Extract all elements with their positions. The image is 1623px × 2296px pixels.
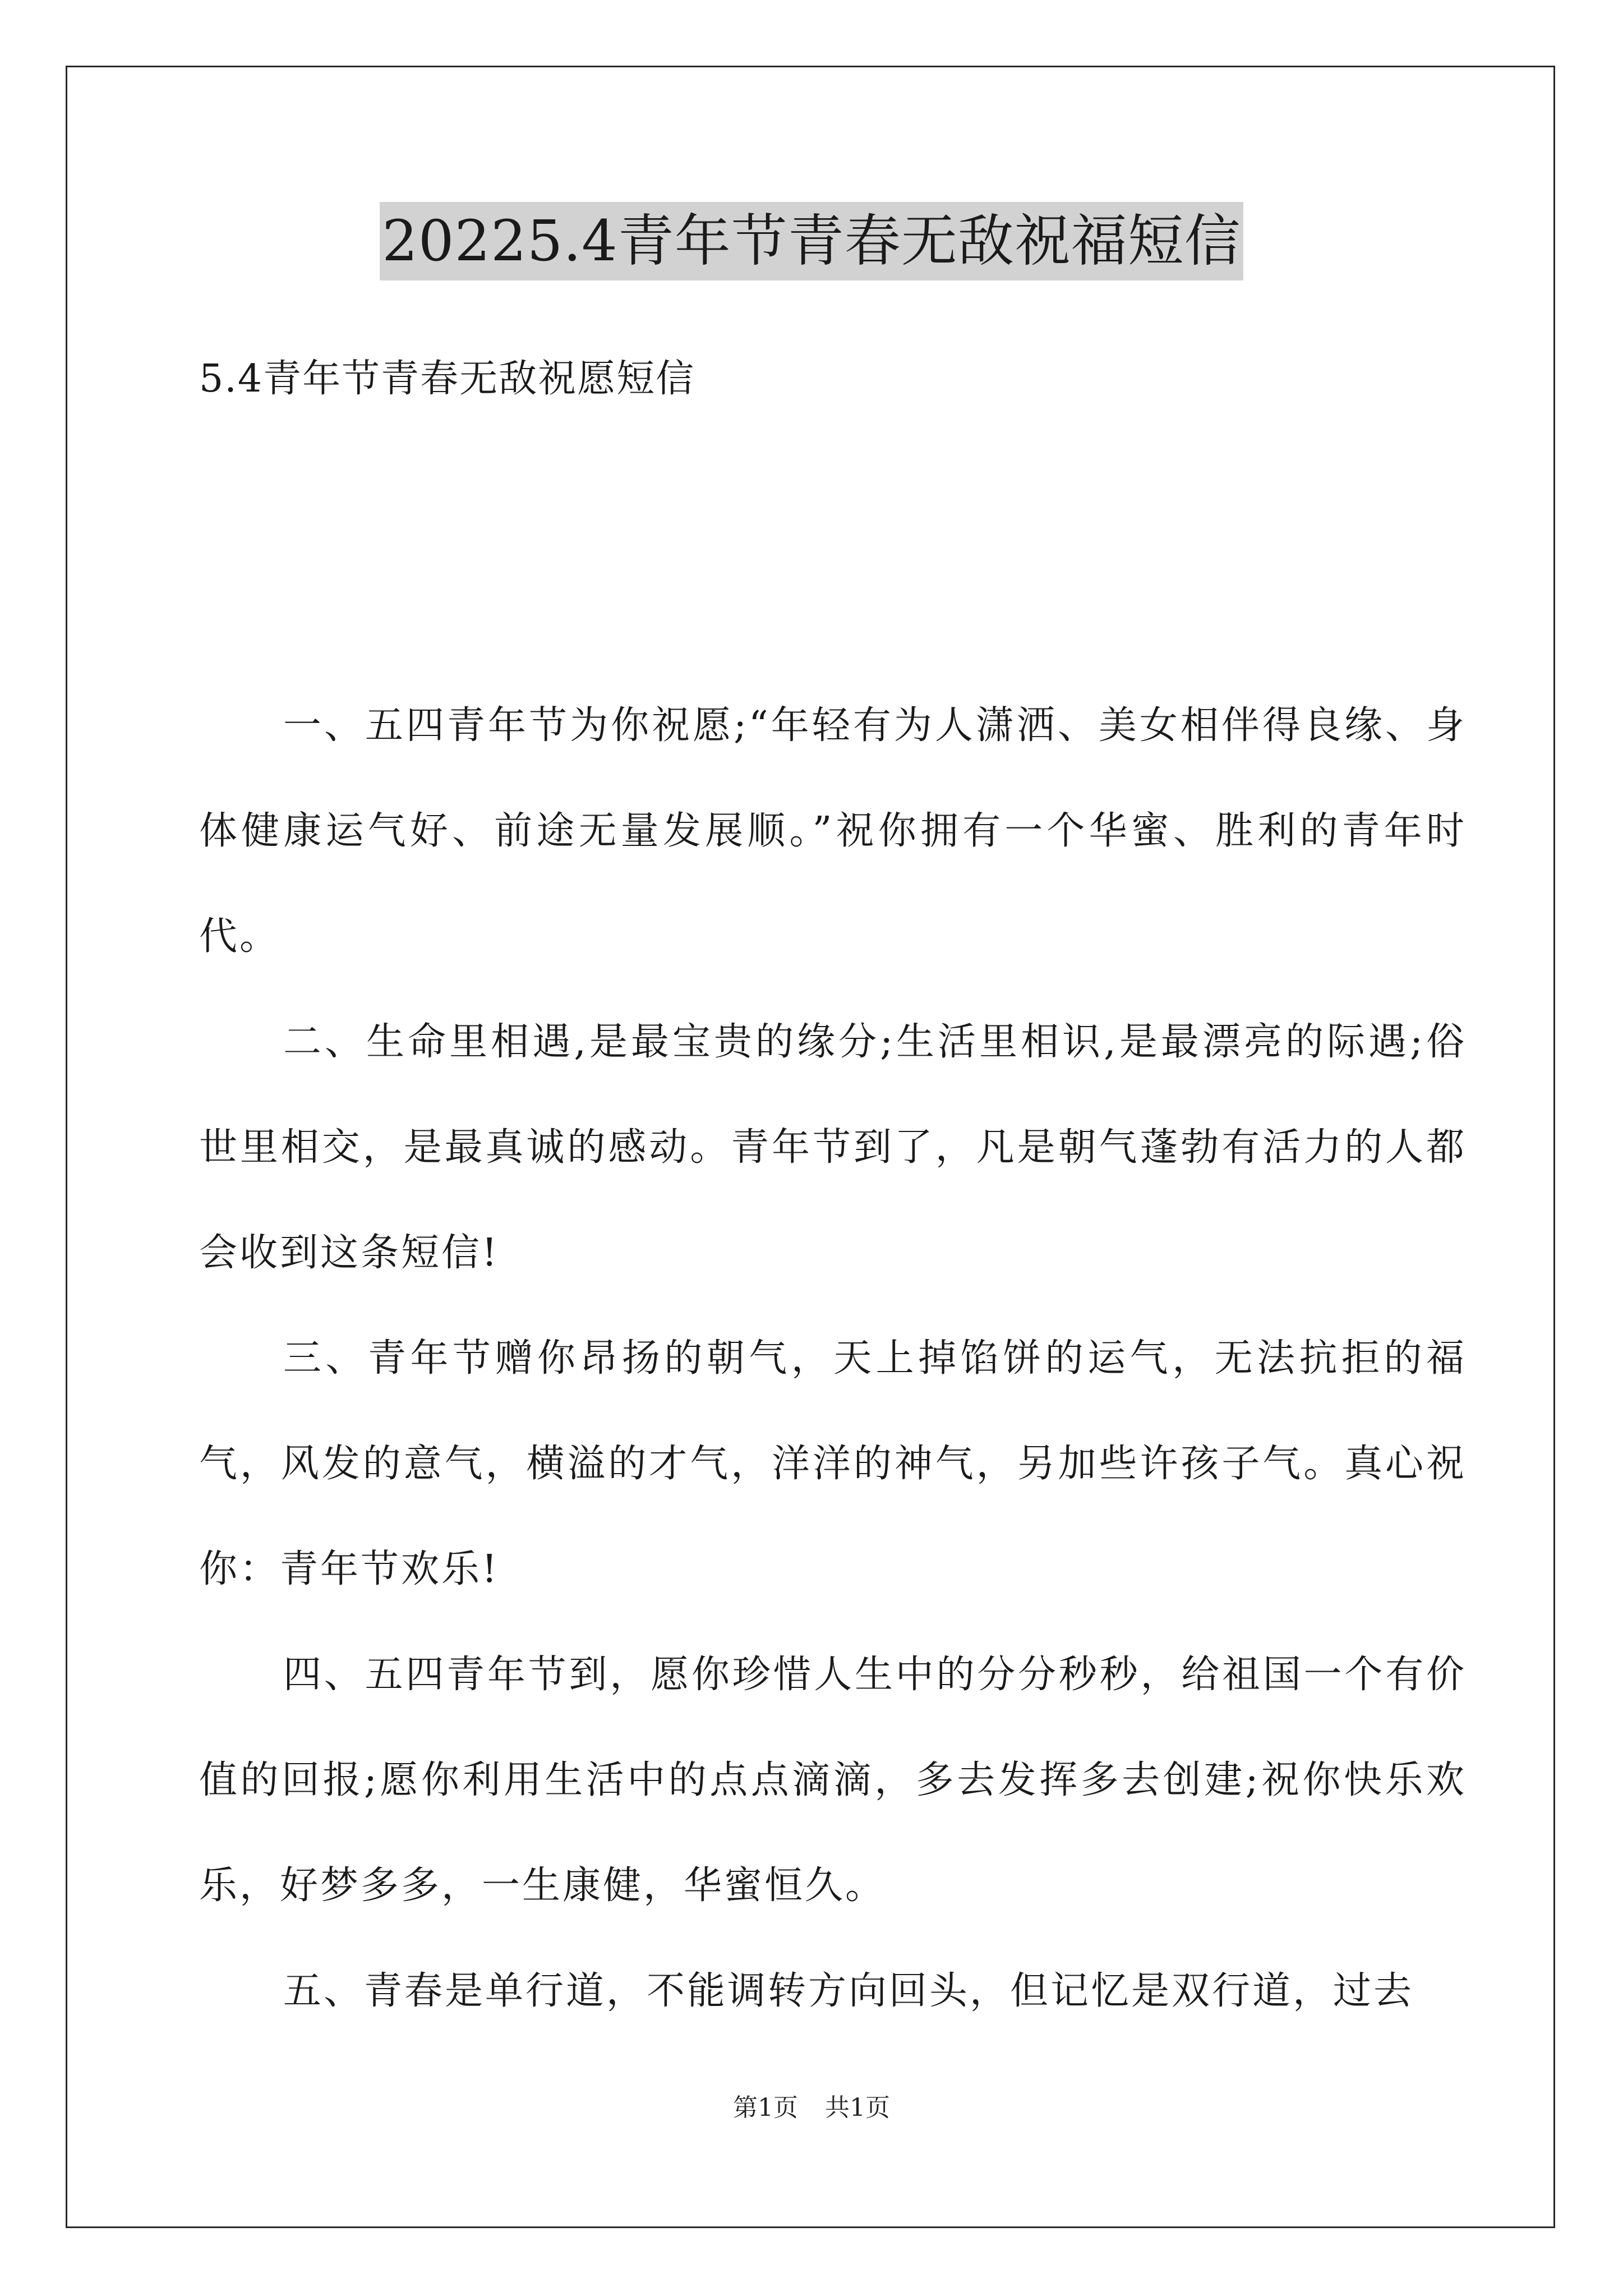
page-total: 共1页	[825, 2093, 890, 2122]
paragraph-5: 五、青春是单行道，不能调转方向回头，但记忆是双行道，过去	[283, 1969, 1414, 2013]
title-container	[0, 202, 1623, 280]
paragraph-1: 一、五四青年节为你祝愿;“年轻有为人潇洒、美女相伴得良缘、身体健康运气好、前途无量发展顺。”祝你拥有一个华蜜、胜利的青年时代。	[199, 703, 1467, 959]
paragraph-2: 二、生命里相遇,是最宝贵的缘分;生活里相识,是最漂亮的际遇;俗世里相交，是最真诚的感动。青年节到了，凡是朝气蓬勃有活力的人都会收到这条短信!	[199, 1020, 1467, 1275]
page-number: 第1页	[733, 2093, 798, 2122]
page-footer	[0, 2091, 1623, 2125]
paragraph-3: 三、青年节赠你昂扬的朝气，天上掉馅饼的运气，无法抗拒的福气，风发的意气，横溢的才气，洋洋的神气，另加些许孩子气。真心祝你：青年节欢乐!	[199, 1336, 1467, 1591]
paragraph-4: 四、五四青年节到，愿你珍惜人生中的分分秒秒，给祖国一个有价值的回报;愿你利用生活中的点点滴滴，多去发挥多去创建;祝你快乐欢乐，好梦多多，一生康健，华蜜恒久。	[199, 1653, 1467, 1908]
document-subtitle: 5.4青年节青春无敌祝愿短信	[199, 357, 695, 401]
document-title: 20225.4青年节青春无敌祝福短信	[380, 202, 1243, 280]
document-body	[199, 673, 1467, 2044]
